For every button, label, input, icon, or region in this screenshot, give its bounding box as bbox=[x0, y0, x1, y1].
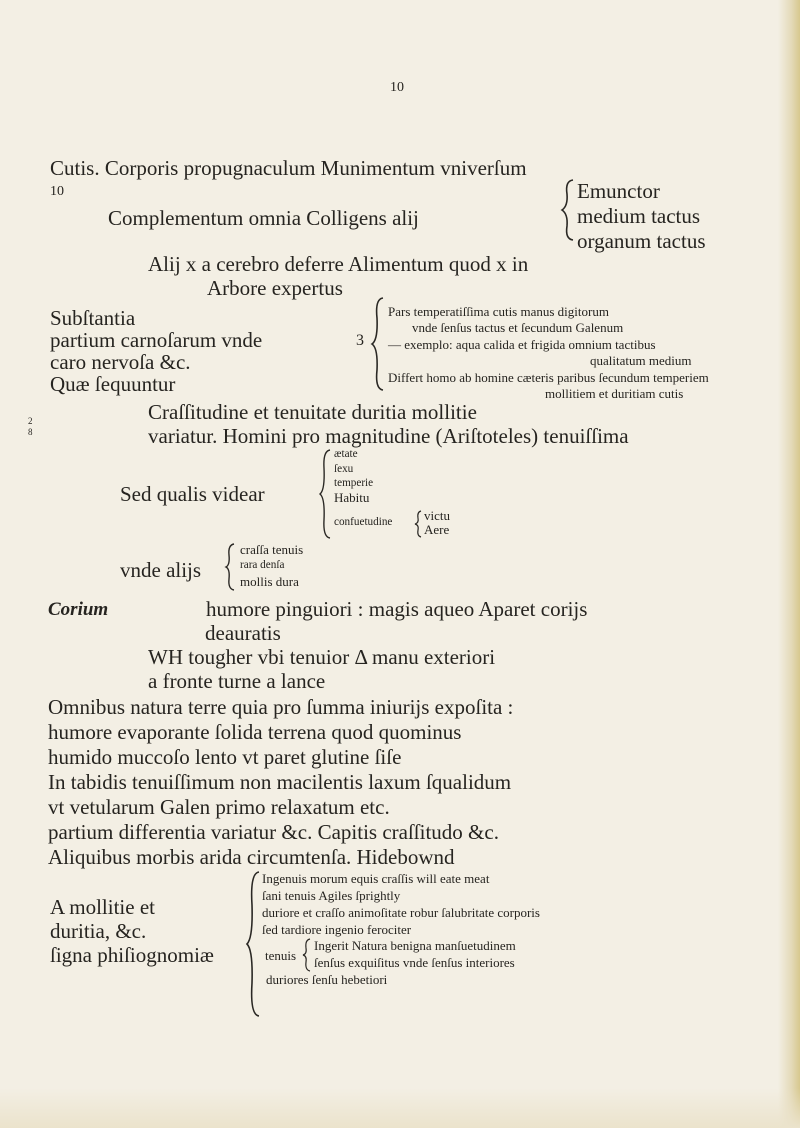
brace-victu bbox=[414, 510, 422, 538]
substantia-note: Pars temperatiſſima cutis manus digitorum bbox=[388, 304, 609, 319]
signa-note: Ingenuis morum equis craſſis will eate meat bbox=[262, 871, 490, 886]
margin-numeral: 10 bbox=[50, 184, 64, 199]
page-edge-right bbox=[778, 0, 800, 1128]
paragraph-line: humido muccoſo lento vt paret glutine ſiſe bbox=[48, 745, 402, 769]
substantia-label: Quæ ſequuntur bbox=[50, 372, 176, 396]
signa-note: ſani tenuis Agiles ſprightly bbox=[262, 888, 401, 903]
alijs-label: vnde alijs bbox=[120, 558, 202, 582]
signa-label: duritia, &c. bbox=[50, 919, 147, 943]
page-edge-bottom bbox=[0, 1088, 800, 1128]
qualis-sub: Aere bbox=[424, 522, 450, 537]
crassitudo-line: variatur. Homini pro magnitudine (Ariſtoteles) tenuiſſima bbox=[148, 424, 629, 448]
corium-heading: Corium bbox=[48, 599, 109, 620]
paragraph-line: vt vetularum Galen primo relaxatum etc. bbox=[48, 795, 390, 819]
brace-qualis bbox=[318, 448, 332, 540]
signa-tenuis-label: tenuis bbox=[265, 948, 297, 963]
qualis-label: Sed qualis videar bbox=[120, 482, 265, 506]
brace-alijs bbox=[224, 542, 236, 592]
alijs-item: rara denſa bbox=[240, 559, 285, 571]
substantia-note: Differt homo ab homine cæteris paribus ſecundum temperiem bbox=[388, 370, 709, 385]
paragraph-line: Omnibus natura terre quia pro ſumma iniurijs expoſita : bbox=[48, 695, 514, 719]
alijs-item: craſſa tenuis bbox=[240, 542, 304, 557]
arbore-line: Arbore expertus bbox=[207, 276, 343, 300]
page-number: 10 bbox=[390, 80, 404, 95]
alij-line: Alij x a cerebro deferre Alimentum quod x in bbox=[148, 252, 529, 276]
qualis-item: confuetudine bbox=[334, 516, 393, 528]
corium-line: humore pinguiori : magis aqueo Aparet corijs bbox=[206, 597, 588, 621]
signa-note: ſed tardiore ingenio ferociter bbox=[262, 922, 412, 937]
signa-note: duriore et craſſo animoſitate robur ſalubritate corporis bbox=[262, 905, 540, 920]
corium-line: a fronte turne a lance bbox=[148, 669, 326, 693]
complementum-line: Complementum omnia Colligens alij bbox=[108, 206, 419, 230]
brace-substantia bbox=[370, 296, 386, 392]
brace-item: organum tactus bbox=[577, 229, 706, 253]
qualis-item: temperie bbox=[334, 477, 374, 489]
substantia-note: — exemplo: aqua calida et frigida omnium tactibus bbox=[388, 337, 656, 352]
brace-tenuis bbox=[302, 938, 312, 972]
brace-item: medium tactus bbox=[577, 204, 701, 228]
signa-label: ſigna phiſiognomiæ bbox=[50, 943, 214, 967]
substantia-label: caro nervoſa &c. bbox=[50, 350, 191, 374]
brace-signa bbox=[245, 870, 261, 1018]
corium-line: WH tougher vbi tenuior Δ manu exteriori bbox=[148, 645, 496, 669]
crassitudo-line: Craſſitudine et tenuitate duritia mollitie bbox=[148, 400, 477, 424]
paragraph-line: humore evaporante ſolida terrena quod quominus bbox=[48, 720, 462, 744]
paragraph-line: Aliquibus morbis arida circumtenſa. Hidebownd bbox=[48, 845, 455, 869]
signa-tenuis-item: ſenſus exquiſitus vnde ſenſus interiores bbox=[314, 955, 515, 970]
signa-note: duriores ſenſu hebetiori bbox=[266, 972, 388, 987]
brace-item: Emunctor bbox=[577, 179, 660, 203]
signa-tenuis-item: Ingerit Natura benigna manſuetudinem bbox=[314, 938, 516, 953]
alijs-item: mollis dura bbox=[240, 574, 299, 589]
substantia-note: vnde ſenſus tactus et ſecundum Galenum bbox=[412, 320, 624, 335]
margin-numeral-side: 3 bbox=[356, 332, 364, 349]
brace-emunctor bbox=[560, 178, 576, 242]
substantia-label: Subſtantia bbox=[50, 306, 136, 330]
paragraph-line: partium differentia variatur &c. Capitis craſſitudo &c. bbox=[48, 820, 499, 844]
paragraph-line: In tabidis tenuiſſimum non macilentis laxum ſqualidum bbox=[48, 770, 512, 794]
qualis-item: ætate bbox=[334, 448, 358, 460]
substantia-label: partium carnoſarum vnde bbox=[50, 328, 263, 352]
margin-folio-mark: 2 8 bbox=[28, 416, 33, 437]
cutis-line: Cutis. Corporis propugnaculum Munimentum vniverſum bbox=[50, 156, 527, 180]
qualis-item: Habitu bbox=[334, 490, 370, 505]
substantia-note: mollitiem et duritiam cutis bbox=[545, 386, 684, 401]
substantia-note: qualitatum medium bbox=[590, 353, 692, 368]
qualis-sub: victu bbox=[424, 508, 450, 523]
corium-line: deauratis bbox=[205, 621, 281, 645]
signa-label: A mollitie et bbox=[50, 895, 155, 919]
qualis-item: ſexu bbox=[334, 463, 354, 475]
